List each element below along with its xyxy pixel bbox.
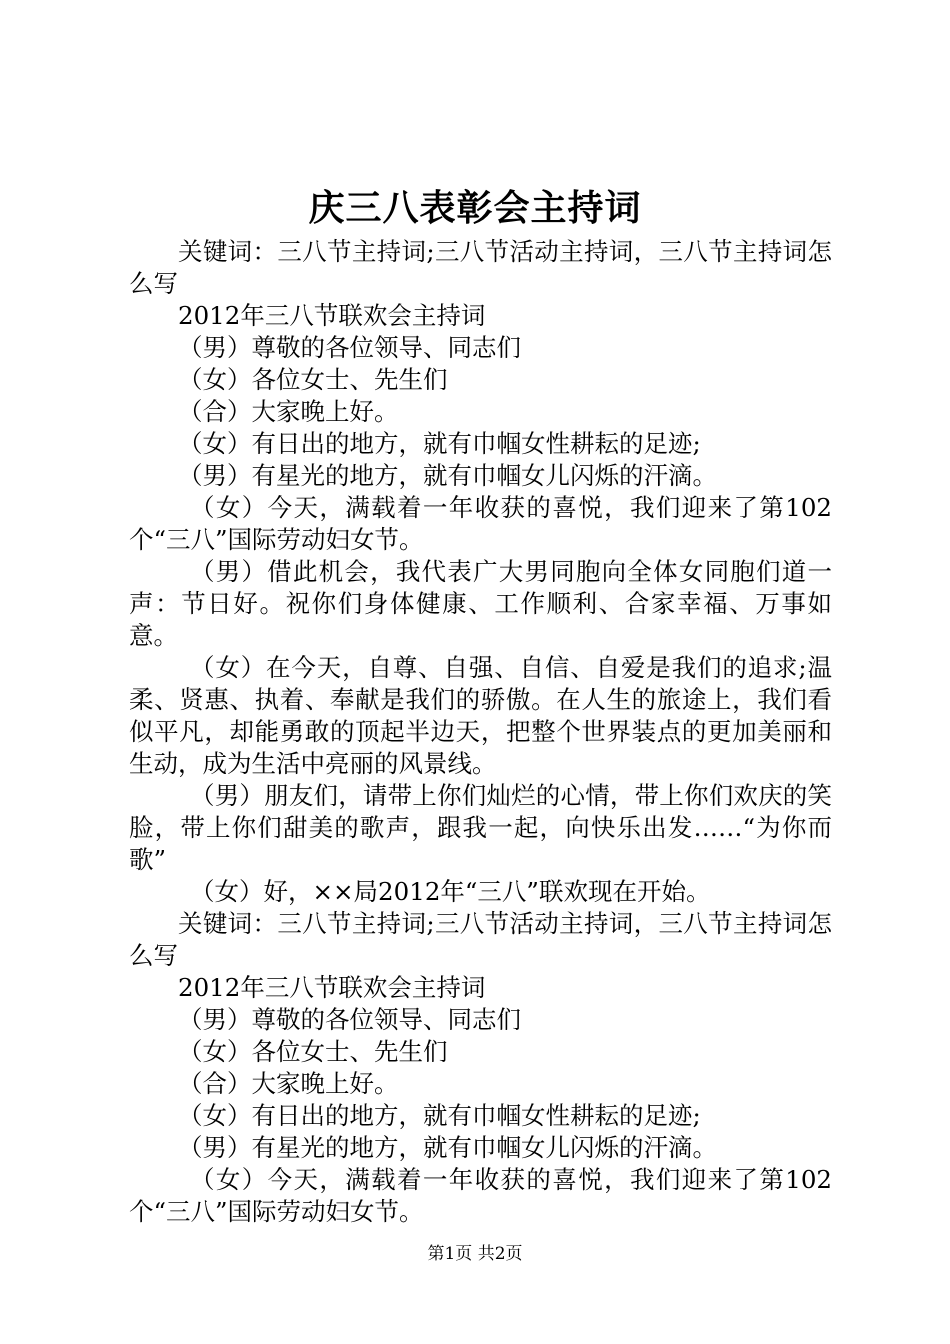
dialogue-line: （合）大家晚上好。	[178, 397, 399, 426]
dialogue-line: （男）尊敬的各位领导、同志们	[178, 333, 521, 362]
dialogue-line: （男）有星光的地方，就有巾帼女儿闪烁的汗滴。	[178, 461, 717, 490]
dialogue-line: （女）各位女士、先生们	[178, 1037, 448, 1066]
dialogue-line: （女）各位女士、先生们	[178, 365, 448, 394]
dialogue-line: （合）大家晚上好。	[178, 1069, 399, 1098]
dialogue-line: （女）在今天，自尊、自强、自信、自爱是我们的追求;温柔、贤惠、执着、奉献是我们的骄傲。在人生的旅途上，我们看似平凡，却能勇敢的顶起半边天，把整个世界装点的更加美丽和生动，成为生活中亮丽的风景线。	[129, 653, 832, 778]
section-heading: 2012年三八节联欢会主持词	[178, 301, 486, 330]
dialogue-line: （女）好，××局2012年“三八”联欢现在开始。	[190, 877, 711, 906]
document-title: 庆三八表彰会主持词	[308, 187, 642, 229]
dialogue-line: （男）朋友们，请带上你们灿烂的心情，带上你们欢庆的笑脸，带上你们甜美的歌声，跟我一起，向快乐出发……“为你而歌”	[129, 781, 832, 874]
section-heading: 2012年三八节联欢会主持词	[178, 973, 486, 1002]
dialogue-line: （男）尊敬的各位领导、同志们	[178, 1005, 521, 1034]
dialogue-line: （男）有星光的地方，就有巾帼女儿闪烁的汗滴。	[178, 1133, 717, 1162]
dialogue-line: （男）借此机会，我代表广大男同胞向全体女同胞们道一声：节日好。祝你们身体健康、工作顺利、合家幸福、万事如意。	[129, 557, 832, 650]
dialogue-line: （女）今天，满载着一年收获的喜悦，我们迎来了第102个“三八”国际劳动妇女节。	[129, 1165, 832, 1226]
keywords-paragraph: 关键词：三八节主持词;三八节活动主持词，三八节主持词怎么写	[129, 909, 832, 970]
keywords-paragraph: 关键词：三八节主持词;三八节活动主持词，三八节主持词怎么写	[129, 237, 832, 298]
page-footer: 第1页 共2页	[427, 1244, 523, 1264]
dialogue-line: （女）今天，满载着一年收获的喜悦，我们迎来了第102个“三八”国际劳动妇女节。	[129, 493, 832, 554]
dialogue-line: （女）有日出的地方，就有巾帼女性耕耘的足迹;	[178, 1101, 701, 1130]
document-body	[129, 236, 832, 1228]
dialogue-line: （女）有日出的地方，就有巾帼女性耕耘的足迹;	[178, 429, 701, 458]
